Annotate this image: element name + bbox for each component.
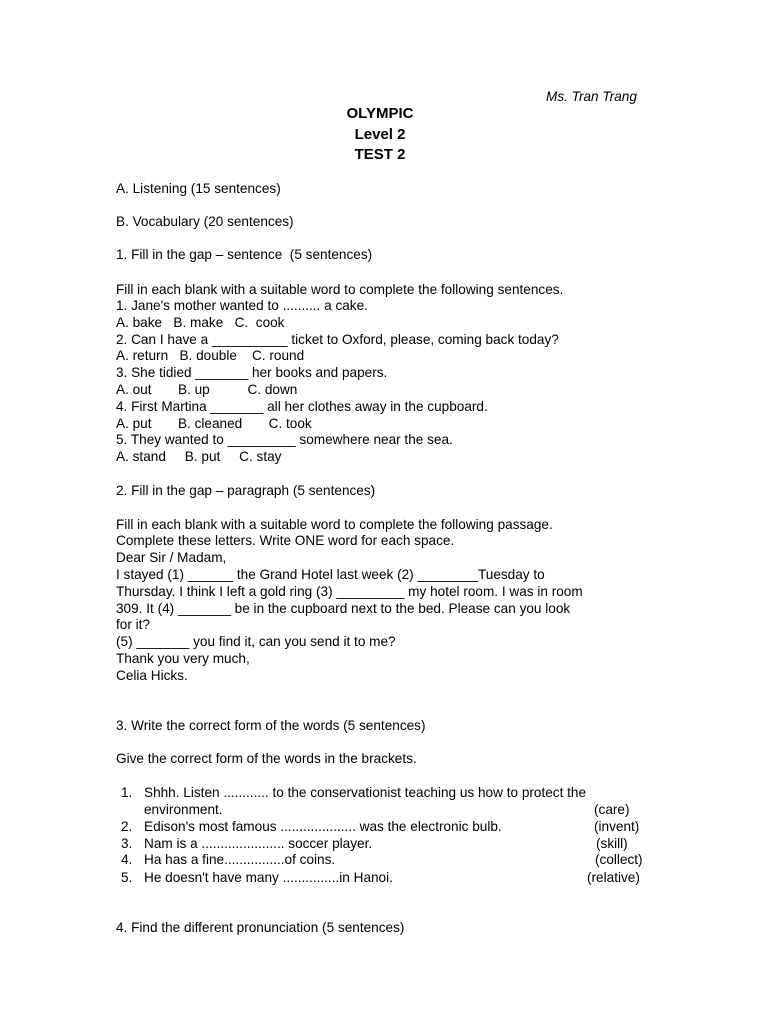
title-test: TEST 2 — [354, 146, 406, 163]
part4-heading: 4. Find the different pronunciation (5 sentences) — [116, 920, 405, 935]
part2-line: Complete these letters. Write ONE word for each space. — [116, 533, 455, 548]
part1-line: A. stand B. put C. stay — [116, 449, 282, 464]
part1-line: 4. First Martina _______ all her clothes away in the cupboard. — [116, 399, 488, 414]
title-level: Level 2 — [354, 126, 406, 143]
list-item-hint: (skill) — [596, 836, 628, 851]
part2-line: for it? — [116, 617, 150, 632]
part2-line: Dear Sir / Madam, — [116, 550, 227, 565]
part1-line: 2. Can I have a __________ ticket to Oxford, please, coming back today? — [116, 332, 559, 347]
list-item-text: He doesn't have many ...............in Hanoi. — [144, 870, 393, 885]
list-item-text: Nam is a ...................... soccer player. — [144, 836, 373, 851]
list-item-text: Edison's most famous .................... was the electronic bulb. — [144, 819, 502, 834]
list-item-number: 2. — [121, 819, 133, 834]
list-item-text: Shhh. Listen ............ to the conservationist teaching us how to protect the — [144, 785, 587, 800]
part1-heading: 1. Fill in the gap – sentence (5 sentences) — [116, 247, 373, 262]
part3-instruction: Give the correct form of the words in the brackets. — [116, 751, 417, 766]
list-item-number: 3. — [121, 836, 133, 851]
list-item-hint: (invent) — [594, 819, 640, 834]
part2-line: Celia Hicks. — [116, 668, 188, 683]
list-item-hint: (collect) — [595, 852, 643, 867]
part1-line: A. out B. up C. down — [116, 382, 298, 397]
part1-line: A. return B. double C. round — [116, 348, 305, 363]
part2-line: (5) _______ you find it, can you send it to me? — [116, 634, 396, 649]
author-name: Ms. Tran Trang — [546, 89, 637, 104]
part2-line: Fill in each blank with a suitable word to complete the following passage. — [116, 517, 553, 532]
title-olympic: OLYMPIC — [346, 105, 414, 122]
part2-heading: 2. Fill in the gap – paragraph (5 sentences) — [116, 483, 376, 498]
part1-instruction: Fill in each blank with a suitable word to complete the following sentences. — [116, 282, 564, 297]
part1-line: A. put B. cleaned C. took — [116, 416, 312, 431]
part2-line: Thursday. I think I left a gold ring (3) _________ my hotel room. I was in room — [116, 584, 583, 599]
part2-line: Thank you very much, — [116, 651, 250, 666]
part1-line: A. bake B. make C. cook — [116, 315, 285, 330]
section-b-heading: B. Vocabulary (20 sentences) — [116, 214, 294, 229]
section-a-heading: A. Listening (15 sentences) — [116, 181, 281, 196]
list-item-hint: (care) — [594, 802, 630, 817]
list-item-text-continued: environment. — [144, 802, 223, 817]
list-item-number: 5. — [121, 870, 133, 885]
list-item-hint: (relative) — [587, 870, 640, 885]
list-item-text: Ha has a fine................of coins. — [144, 852, 336, 867]
part1-line: 5. They wanted to _________ somewhere near the sea. — [116, 432, 453, 447]
part3-heading: 3. Write the correct form of the words (5 sentences) — [116, 718, 426, 733]
part2-line: I stayed (1) ______ the Grand Hotel last week (2) ________Tuesday to — [116, 567, 545, 582]
list-item-number: 4. — [121, 852, 133, 867]
part2-line: 309. It (4) _______ be in the cupboard next to the bed. Please can you look — [116, 601, 571, 616]
part1-line: 1. Jane's mother wanted to .......... a cake. — [116, 298, 368, 313]
part1-line: 3. She tidied _______ her books and papers. — [116, 365, 388, 380]
list-item-number: 1. — [121, 785, 133, 800]
